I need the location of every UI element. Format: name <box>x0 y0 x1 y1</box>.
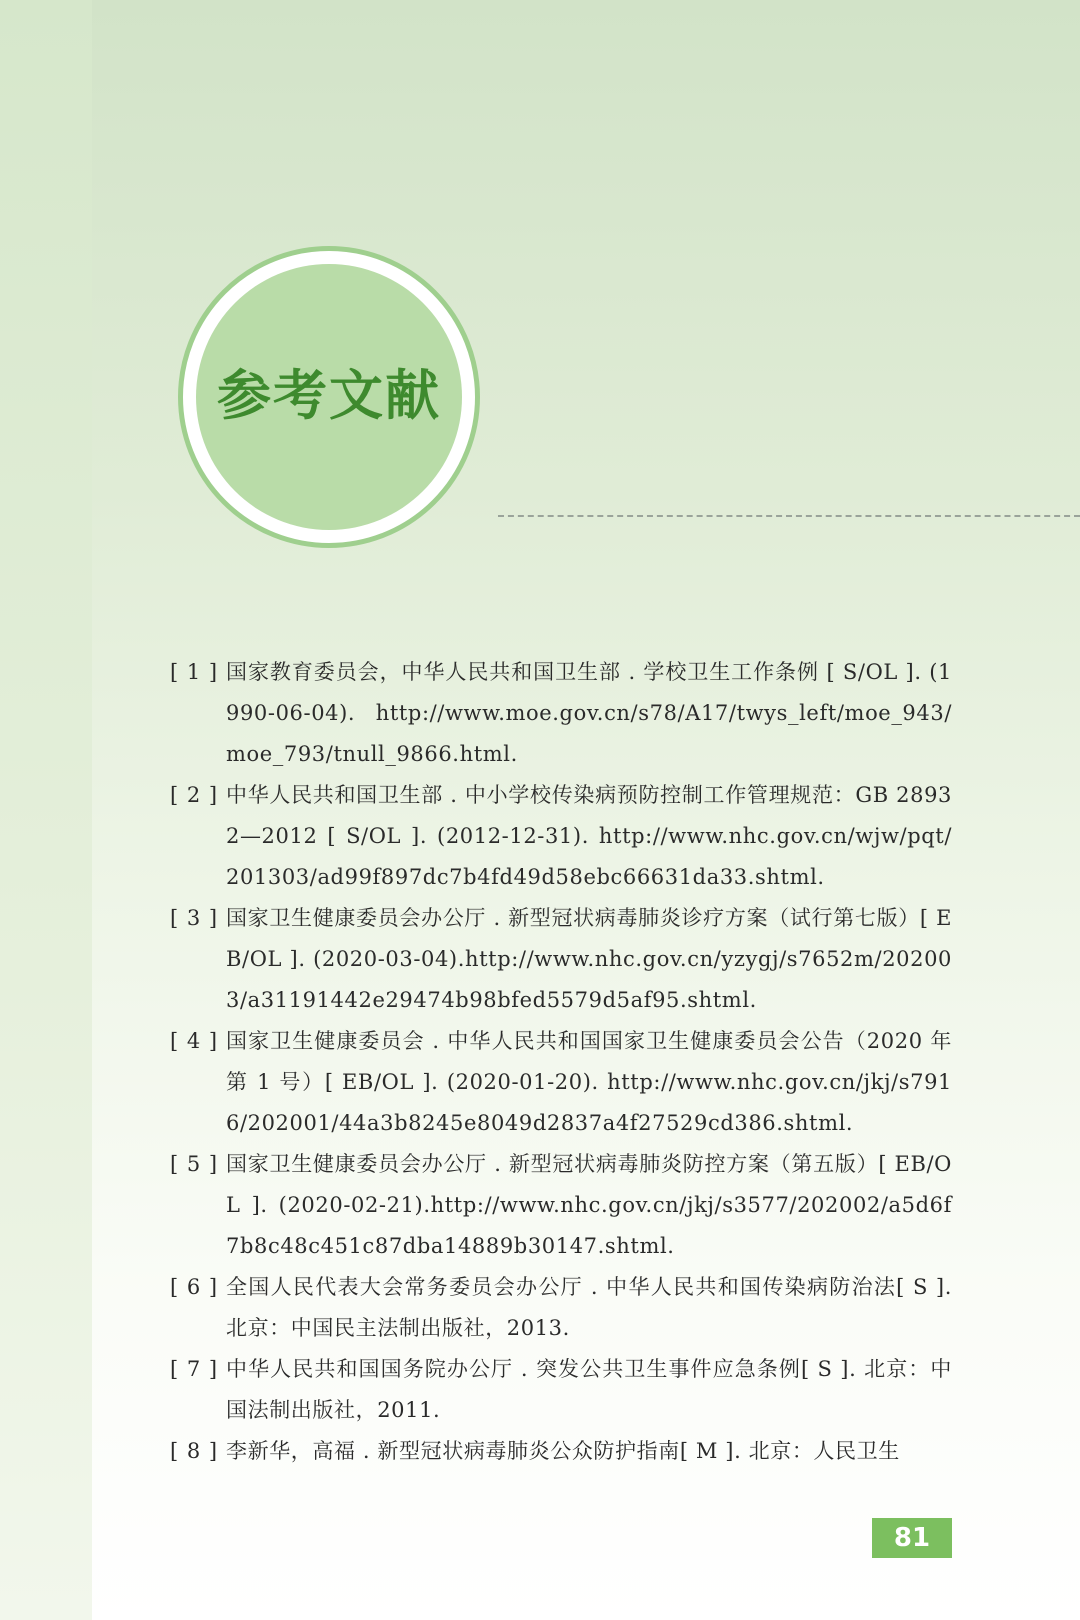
page-title: 参考文献 <box>217 363 441 427</box>
reference-item <box>170 1267 952 1349</box>
reference-text: 国家卫生健康委员会办公厅 . 新型冠状病毒肺炎防控方案（第五版）[ EB/OL ]. (2020-02-21).http://www.nhc.gov.cn/jkj/s3577/202002/a5d6f7b8c48c451c87dba14889b30147.shtml. <box>226 1152 952 1258</box>
reference-number: [ 3 ] <box>170 906 219 930</box>
reference-text: 国家卫生健康委员会办公厅 . 新型冠状病毒肺炎诊疗方案（试行第七版）[ EB/OL ]. (2020-03-04).http://www.nhc.gov.cn/yzygj/s7652m/202003/a31191442e29474b98bfed5579d5af95.shtml. <box>226 906 952 1012</box>
reference-item <box>170 1021 952 1144</box>
reference-number: [ 7 ] <box>170 1357 219 1381</box>
reference-item <box>170 775 952 898</box>
reference-text: 李新华，高福 . 新型冠状病毒肺炎公众防护指南[ M ]. 北京：人民卫生 <box>226 1439 900 1463</box>
reference-text: 中华人民共和国卫生部 . 中小学校传染病预防控制工作管理规范：GB 28932—2012 [ S/OL ]. (2012-12-31). http://www.nhc.gov.cn/wjw/pqt/201303/ad99f897dc7b4fd49d58ebc66631da33.shtml. <box>226 783 952 889</box>
reference-list <box>170 652 952 1472</box>
reference-number: [ 4 ] <box>170 1029 219 1053</box>
page-number: 81 <box>872 1518 952 1558</box>
reference-text: 国家教育委员会，中华人民共和国卫生部 . 学校卫生工作条例 [ S/OL ]. (1990-06-04). http://www.moe.gov.cn/s78/A17/twys_left/moe_943/moe_793/tnull_9866.html. <box>226 660 952 766</box>
left-margin-strip <box>0 0 92 1620</box>
reference-text: 全国人民代表大会常务委员会办公厅 . 中华人民共和国传染病防治法[ S ]. 北京：中国民主法制出版社，2013. <box>226 1275 952 1340</box>
reference-number: [ 6 ] <box>170 1275 219 1299</box>
dashed-divider <box>498 515 1080 517</box>
reference-number: [ 5 ] <box>170 1152 219 1176</box>
reference-item <box>170 1349 952 1431</box>
reference-number: [ 1 ] <box>170 660 219 684</box>
reference-text: 中华人民共和国国务院办公厅 . 突发公共卫生事件应急条例[ S ]. 北京：中国法制出版社，2011. <box>226 1357 952 1422</box>
reference-item <box>170 652 952 775</box>
reference-number: [ 8 ] <box>170 1439 219 1463</box>
reference-text: 国家卫生健康委员会 . 中华人民共和国国家卫生健康委员会公告（2020 年 第 1 号）[ EB/OL ]. (2020-01-20). http://www.nhc.gov.cn/jkj/s7916/202001/44a3b8245e8049d2837a4f27529cd386.shtml. <box>226 1029 952 1135</box>
reference-item <box>170 1144 952 1267</box>
reference-number: [ 2 ] <box>170 783 219 807</box>
reference-item <box>170 1431 952 1472</box>
reference-item <box>170 898 952 1021</box>
